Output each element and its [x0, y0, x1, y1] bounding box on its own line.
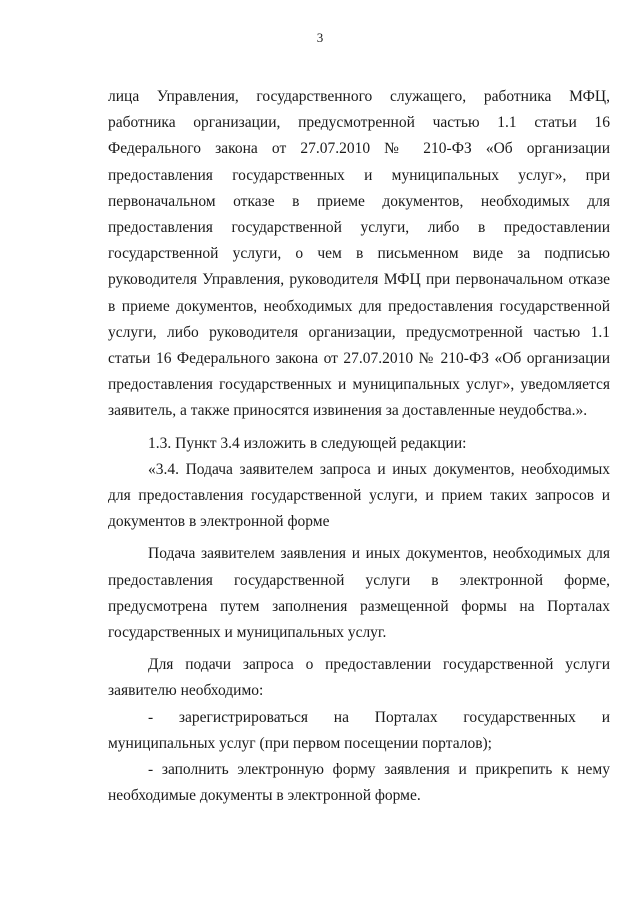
- paragraph-item-1-3: 1.3. Пункт 3.4 изложить в следующей редакции:: [148, 434, 467, 452]
- paragraph-requirements-intro: Для подачи запроса о предоставлении государственной услуги заявителю необходимо:: [108, 656, 610, 700]
- page-number: 3: [316, 30, 324, 45]
- list-item-fill-form: - заполнить электронную форму заявления и прикрепить к нему необходимые документы в электронной форме.: [108, 761, 610, 805]
- paragraph-continuation: лица Управления, государственного служащего, работника МФЦ, работника организации, предусмотренной частью 1.1 статьи 16 Федерального закона от 27.07.2010 № 210-ФЗ «Об организации предоставления государственных и муниципальных услуг», при первоначальном отказе в приеме документов, необходимых для предоставления государственной услуги, либо в предоставлении государственной услуги, о чем в письменном виде за подписью руководителя Управления, руководителя МФЦ при первоначальном отказе в приеме документов, необходимых для предоставления государственной услуги, либо руководителя организации, предусмотренной частью 1.1 статьи 16 Федерального закона от 27.07.2010 № 210-ФЗ «Об организации предоставления государственных и муниципальных услуг», уведомляется заявитель, а также приносятся извинения за доставленные неудобства.».: [108, 88, 610, 420]
- list-item-register: - зарегистрироваться на Порталах государственных и муниципальных услуг (при первом посещении порталов);: [108, 708, 610, 752]
- document-body: [108, 84, 610, 809]
- paragraph-section-3-4-title: «3.4. Подача заявителем запроса и иных документов, необходимых для предоставления государственной услуги, и прием таких запросов и документов в электронной форме: [108, 460, 610, 531]
- paragraph-electronic-submission: Подача заявителем заявления и иных документов, необходимых для предоставления государственной услуги в электронной форме, предусмотрена путем заполнения размещенной формы на Порталах государственных и муниципальных услуг.: [108, 545, 610, 642]
